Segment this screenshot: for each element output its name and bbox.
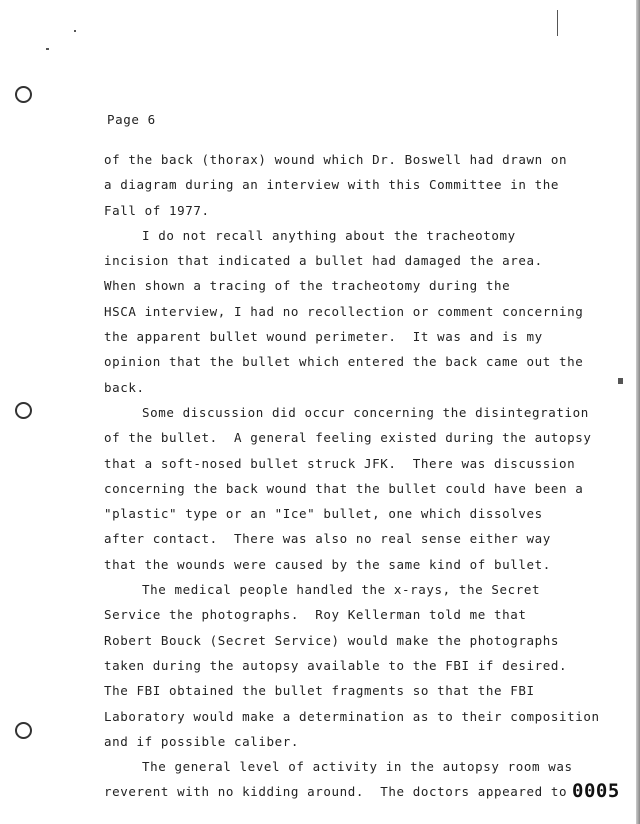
text-line: taken during the autopsy available to the FBI if desired. <box>104 657 568 673</box>
text-line: reverent with no kidding around. The doctors appeared to <box>104 784 568 800</box>
text-line: of the back (thorax) wound which Dr. Boswell had drawn on <box>104 152 568 167</box>
text-line: Laboratory would make a determination as to their composition <box>104 708 600 724</box>
text-line: The general level of activity in the autopsy room was <box>142 759 573 775</box>
scan-mark <box>557 10 558 36</box>
text-line: a diagram during an interview with this Committee in the <box>104 177 560 193</box>
text-line: that the wounds were caused by the same kind of bullet. <box>104 556 551 572</box>
text-line: "plastic" type or an "Ice" bullet, one which dissolves <box>104 506 543 522</box>
text-line: concerning the back wound that the bullet could have been a <box>104 480 584 496</box>
text-line: opinion that the bullet which entered the back came out the <box>104 354 584 370</box>
text-line: HSCA interview, I had no recollection or comment concerning <box>104 303 584 319</box>
text-line: and if possible caliber. <box>104 733 300 749</box>
text-line: back. <box>104 379 145 395</box>
punch-hole-top <box>15 86 32 103</box>
page-label: Page 6 <box>107 112 156 127</box>
text-line: after contact. There was also no real sense either way <box>104 531 551 547</box>
scan-speck <box>74 30 76 32</box>
text-line: of the bullet. A general feeling existed during the autopsy <box>104 430 592 446</box>
text-line: Service the photographs. Roy Kellerman told me that <box>104 607 527 623</box>
scan-speck <box>46 48 49 50</box>
text-line: incision that indicated a bullet had damaged the area. <box>104 253 543 269</box>
text-line: Fall of 1977. <box>104 202 210 218</box>
text-line: When shown a tracing of the tracheotomy during the <box>104 278 511 294</box>
text-line: The FBI obtained the bullet fragments so that the FBI <box>104 683 535 699</box>
page-number: 0005 <box>572 780 620 802</box>
text-line: Some discussion did occur concerning the disintegration <box>142 404 589 420</box>
text-line: that a soft-nosed bullet struck JFK. There was discussion <box>104 455 576 471</box>
page-edge-shadow <box>636 0 640 824</box>
text-line: I do not recall anything about the tracheotomy <box>142 227 516 243</box>
text-line: The medical people handled the x-rays, the Secret <box>142 582 541 598</box>
text-line: Robert Bouck (Secret Service) would make the photographs <box>104 632 560 648</box>
scan-speck <box>618 378 623 384</box>
punch-hole-middle <box>15 402 32 419</box>
punch-hole-bottom <box>15 722 32 739</box>
text-line: the apparent bullet wound perimeter. It was and is my <box>104 329 543 345</box>
